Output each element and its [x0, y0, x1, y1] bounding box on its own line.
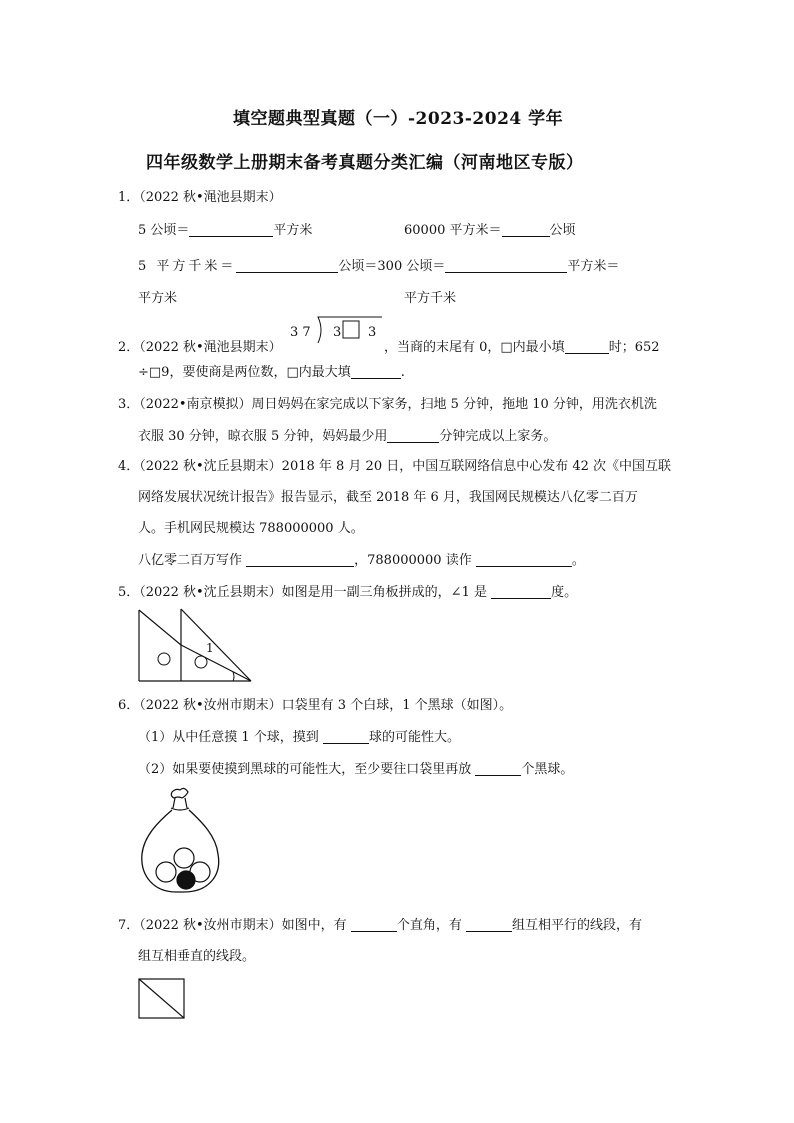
answer-blank[interactable] — [387, 428, 439, 443]
question-number: 6． — [118, 698, 140, 713]
q1-a-unit: 平方米 — [273, 223, 313, 238]
q2-line-2 — [138, 361, 405, 380]
q6-text: 个黑球。 — [521, 762, 574, 777]
q2-text: 时；652 — [608, 340, 660, 355]
q1-c-unit: 公顷＝300 公顷＝ — [338, 259, 446, 274]
white-ball — [174, 848, 194, 868]
q4-text: 2018 年 8 月 20 日，中国互联网络信息中心发布 42 次《中国互联 — [281, 459, 672, 474]
answer-blank[interactable] — [476, 552, 572, 567]
question-number: 1． — [118, 190, 140, 205]
question-number: 3． — [118, 397, 140, 412]
answer-blank[interactable] — [445, 258, 567, 273]
q5-text: 如图是用一副三角板拼成的，∠1 是 — [281, 585, 492, 600]
black-ball — [177, 871, 195, 889]
question-3-line-2 — [138, 425, 556, 444]
question-3-line-1 — [118, 393, 657, 412]
answer-blank[interactable] — [475, 761, 521, 776]
answer-blank[interactable] — [491, 584, 551, 599]
question-4-line-2: 网络发展状况统计报告》报告显示，截至 2018 年 6 月，我国网民规模达八亿零二百万 — [138, 490, 638, 505]
q1-d-unit: 平方米＝ — [567, 259, 620, 274]
question-1-header — [118, 186, 282, 205]
q1-row-b — [404, 219, 576, 238]
q4-text: 。 — [571, 553, 585, 568]
question-source: （2022•南京模拟） — [139, 397, 252, 412]
answer-blank[interactable] — [565, 339, 609, 354]
q6-text: 口袋里有 3 个白球，1 个黑球（如图）。 — [281, 698, 513, 713]
answer-blank[interactable] — [246, 552, 354, 567]
angle-1-label: 1 — [206, 641, 214, 655]
q1-c-text: 5 平方千米＝ — [138, 259, 237, 274]
answer-blank[interactable] — [323, 729, 369, 744]
question-source: （2022 秋•沈丘县期末） — [139, 459, 282, 474]
ball-bag-figure — [138, 788, 224, 896]
question-7-line-2: 组互相垂直的线段。 — [138, 949, 256, 964]
q1-b-unit: 公顷 — [549, 223, 576, 238]
digit-box — [343, 321, 359, 338]
q2-text: . — [400, 365, 405, 380]
q7-text: 如图中，有 — [281, 918, 351, 933]
q1-row-a — [138, 219, 312, 238]
question-4-line-3: 人。手机网民规模达 788000000 人。 — [138, 521, 364, 536]
q6-text: （1）从中任意摸 1 个球，摸到 — [138, 730, 323, 745]
question-source: （2022 秋•汝州市期末） — [139, 698, 282, 713]
dividend-right-digit: 3 — [368, 325, 377, 340]
question-6-sub-2 — [138, 758, 573, 777]
question-6-sub-1 — [138, 726, 460, 745]
q3-text: 分钟完成以上家务。 — [439, 429, 557, 444]
q2-text: ，当商的末尾有 0，□内最小填 — [384, 340, 565, 355]
answer-blank[interactable] — [351, 917, 397, 932]
question-source: （2022 秋•渑池县期末） — [139, 340, 282, 355]
answer-blank[interactable] — [466, 917, 512, 932]
question-number: 5． — [118, 585, 140, 600]
question-number: 4． — [118, 459, 140, 474]
q4-text: 八亿零二百万写作 — [138, 553, 247, 568]
square-diagonal-figure — [138, 978, 186, 1020]
question-7-line-1 — [118, 914, 642, 933]
q1-c-tail: 平方米 — [138, 291, 178, 306]
q3-text: 周日妈妈在家完成以下家务，扫地 5 分钟，拖地 10 分钟，用洗衣机洗 — [251, 397, 657, 412]
triangle-set-figure — [138, 609, 254, 683]
question-number: 2． — [118, 340, 140, 355]
question-source: （2022 秋•汝州市期末） — [139, 918, 282, 933]
q1-row-c — [138, 255, 619, 274]
question-4-line-1 — [118, 455, 671, 474]
title-line-2: 四年级数学上册期末备考真题分类汇编（河南地区专版） — [146, 153, 584, 173]
white-ball — [156, 862, 176, 882]
question-4-line-4 — [138, 549, 585, 568]
q2-text: ÷□9，要使商是两位数，□内最大填 — [138, 365, 351, 380]
question-6-line-1 — [118, 694, 512, 713]
q1-a-text: 5 公顷＝ — [138, 223, 190, 238]
q2-line-1 — [384, 336, 660, 355]
q4-text: ，788000000 读作 — [354, 553, 476, 568]
q7-text: 组互相平行的线段，有 — [511, 918, 642, 933]
question-source: （2022 秋•沈丘县期末） — [139, 585, 282, 600]
question-source: （2022 秋•渑池县期末） — [139, 190, 282, 205]
long-division-divisor: 3 7 — [290, 325, 311, 340]
q6-text: 球的可能性大。 — [368, 730, 460, 745]
q1-d-tail: 平方千米 — [404, 291, 457, 306]
answer-blank[interactable] — [502, 222, 550, 237]
answer-blank[interactable] — [189, 222, 273, 237]
q7-text: 个直角，有 — [396, 918, 466, 933]
question-2-header — [118, 336, 282, 355]
answer-blank[interactable] — [236, 258, 338, 273]
q3-text: 衣服 30 分钟，晾衣服 5 分钟，妈妈最少用 — [138, 429, 388, 444]
question-number: 7． — [118, 918, 140, 933]
q1-b-text: 60000 平方米＝ — [404, 223, 502, 238]
answer-blank[interactable] — [351, 364, 401, 379]
q5-text: 度。 — [551, 585, 578, 600]
title-line-1: 填空题典型真题（一）-2023-2024 学年 — [233, 109, 564, 129]
dividend-left-digit: 3 — [333, 325, 342, 340]
question-5-line-1 — [118, 581, 577, 600]
q6-text: （2）如果要使摸到黑球的可能性大，至少要往口袋里再放 — [138, 762, 476, 777]
